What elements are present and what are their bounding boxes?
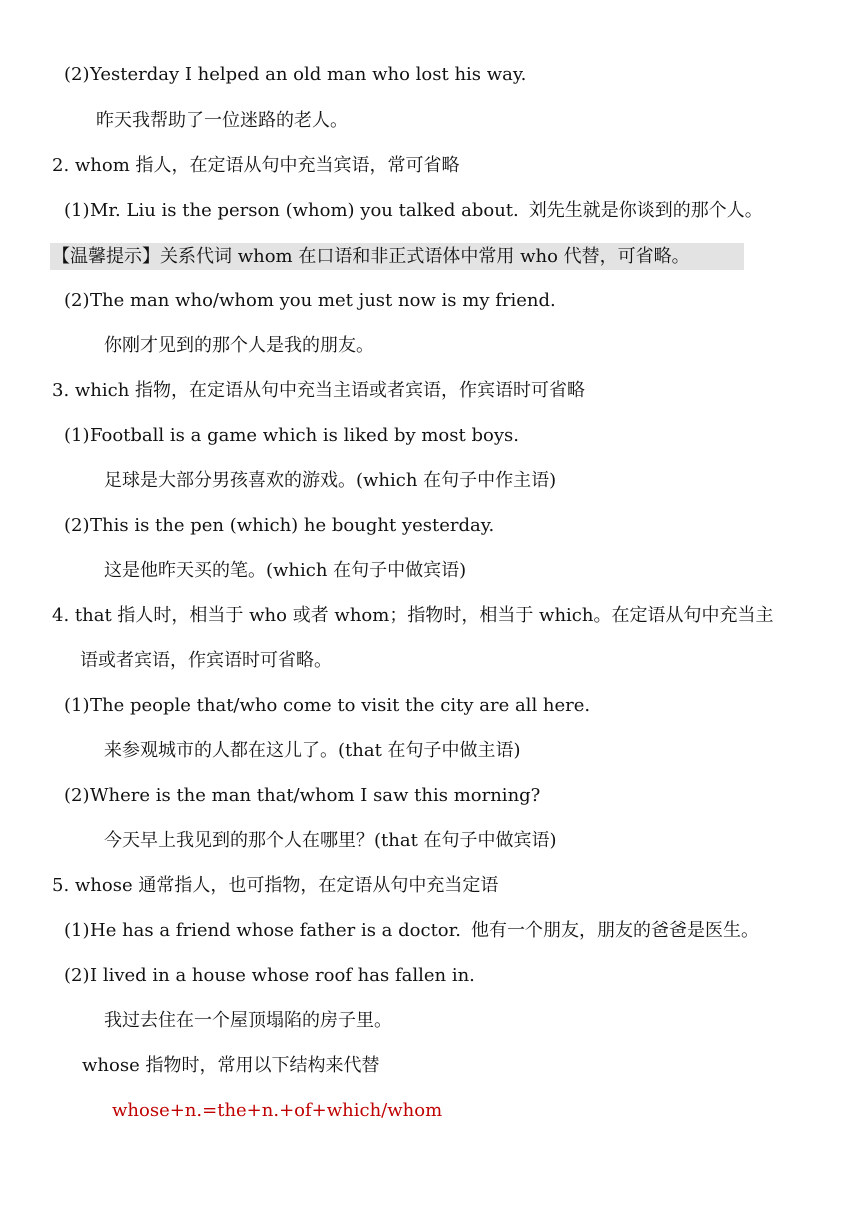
example-english: He has a friend whose father is a doctor. (90, 920, 461, 941)
example-4-1-translation: 来参观城市的人都在这儿了。(that 在句子中做主语) (104, 740, 521, 761)
example-number: (1) (64, 425, 90, 446)
example-english: I lived in a house whose roof has fallen in. (90, 965, 475, 986)
example-english: Where is the man that/whom I saw this morning? (90, 785, 541, 806)
example-number: (2) (64, 965, 90, 986)
example-number: (1) (64, 200, 90, 221)
example-3-1-translation: 足球是大部分男孩喜欢的游戏。(which 在句子中作主语) (104, 470, 557, 491)
example-number: (1) (64, 695, 90, 716)
example-english: Yesterday I helped an old man who lost his way. (90, 64, 527, 85)
example-english: The people that/who come to visit the city are all here. (90, 695, 591, 716)
example-number: (2) (64, 785, 90, 806)
example-3-2-translation: 这是他昨天买的笔。(which 在句子中做宾语) (104, 560, 467, 581)
section-3-heading: 3. which 指物，在定语从句中充当主语或者宾语，作宾语时可省略 (52, 380, 586, 401)
example-3-2 (64, 514, 494, 538)
example-1-2 (64, 63, 526, 87)
example-number: (2) (64, 515, 90, 536)
example-english: This is the pen (which) he bought yesterday. (90, 515, 495, 536)
example-5-2 (64, 964, 475, 988)
example-english: Mr. Liu is the person (whom) you talked about. (90, 200, 519, 221)
tip-text: 【温馨提示】关系代词 whom 在口语和非正式语体中常用 who 代替，可省略。 (52, 246, 690, 267)
whose-note: whose 指物时，常用以下结构来代替 (82, 1055, 380, 1076)
example-2-2-translation: 你刚才见到的那个人是我的朋友。 (104, 335, 374, 356)
section-4-heading-continued: 语或者宾语，作宾语时可省略。 (80, 650, 332, 671)
example-4-2 (64, 784, 540, 808)
example-4-2-translation: 今天早上我见到的那个人在哪里？(that 在句子中做宾语) (104, 830, 557, 851)
whose-formula: whose+n.=the+n.+of+which/whom (112, 1100, 443, 1121)
section-4-heading: 4. that 指人时，相当于 who 或者 whom；指物时，相当于 which。在定语从句中充当主 (52, 605, 774, 626)
example-number: (2) (64, 64, 90, 85)
example-number: (1) (64, 920, 90, 941)
example-chinese: 他有一个朋友，朋友的爸爸是医生。 (471, 920, 759, 941)
section-2-heading: 2. whom 指人，在定语从句中充当宾语，常可省略 (52, 155, 460, 176)
example-4-1 (64, 694, 590, 718)
section-5-heading: 5. whose 通常指人，也可指物，在定语从句中充当定语 (52, 875, 499, 896)
example-2-2 (64, 289, 556, 313)
example-english: Football is a game which is liked by most boys. (90, 425, 519, 446)
example-chinese: 刘先生就是你谈到的那个人。 (528, 200, 763, 221)
example-5-1 (64, 919, 759, 943)
example-3-1 (64, 424, 519, 448)
example-1-2-translation: 昨天我帮助了一位迷路的老人。 (96, 110, 348, 131)
example-number: (2) (64, 290, 90, 311)
example-english: The man who/whom you met just now is my friend. (90, 290, 556, 311)
example-2-1 (64, 199, 763, 223)
example-5-2-translation: 我过去住在一个屋顶塌陷的房子里。 (104, 1010, 392, 1031)
